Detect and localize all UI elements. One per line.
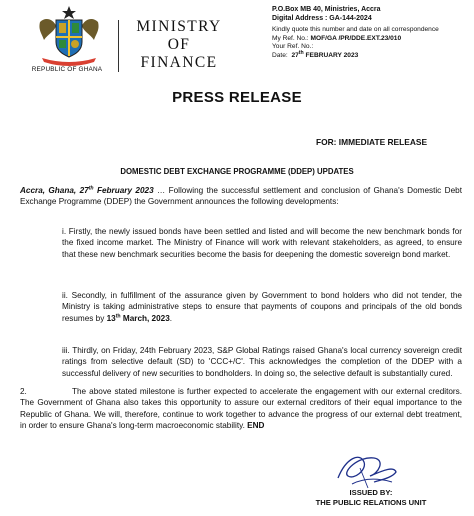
closing-text: The above stated milestone is further expected to accelerate the engagement with our external creditors. The Government of Ghana also takes this opportunity to assure our external creditors of their equal importance to the Republic of Ghana. We will, therefore, continue to work together to advance the progress of our external debt treatment, in order to ensure Ghana's long-term macroeconomic stability. [20, 387, 462, 431]
dateline [20, 186, 154, 195]
subject-heading: DOMESTIC DEBT EXCHANGE PROGRAMME (DDEP) UPDATES [120, 167, 354, 176]
dateline-text: Accra, Ghana, 27 [20, 186, 89, 195]
digital-address: Digital Address : GA-144-2024 [272, 14, 372, 22]
dateline-sup: th [88, 185, 94, 192]
date-day: 27 [291, 51, 299, 59]
dateline-end: February 2023 [93, 186, 154, 195]
item-iii: iii. Thirdly, on Friday, 24th February 2023, S&P Global Ratings raised Ghana's local currency sovereign credit ratings from selective default (SD) to 'CCC+/C'. This acknowledges the completion of the DDEP with a successful delivery of new securities to bondholders. In doing so, the selective default is substantially cured. [62, 346, 462, 378]
country-label: REPUBLIC OF GHANA [31, 66, 103, 73]
item-i: i. Firstly, the newly issued bonds have been settled and listed and will become the new benchmark bonds for the fixed income market. The Ministry of Finance will work with relevant stakeholders, as agreed, to ensure that these new benchmark securities become the basis for deepening the domestic sovereign bond market. [62, 227, 462, 259]
contact-block [272, 6, 468, 61]
issued-by-block [276, 488, 466, 507]
press-release-title: PRESS RELEASE [172, 89, 302, 106]
letterhead-divider [118, 20, 119, 72]
my-ref-value: MOF/GA /PR/DDE.EXT.23/010 [310, 34, 402, 42]
ministry-name [124, 18, 234, 72]
item-ii-date-sup: th [115, 313, 121, 320]
coat-of-arms-icon [32, 4, 106, 66]
ministry-line-3: FINANCE [140, 54, 218, 71]
item-ii-date [106, 313, 173, 323]
date-line [272, 49, 468, 61]
date-value [291, 49, 359, 59]
item-ii-date-day: 13 [106, 313, 116, 323]
issuing-unit: THE PUBLIC RELATIONS UNIT [315, 497, 427, 507]
date-suffix: th [298, 49, 304, 56]
end-marker: END [247, 421, 265, 431]
intro-paragraph [20, 185, 462, 208]
ministry-line-1: MINISTRY [136, 18, 222, 35]
signature-icon [334, 448, 400, 492]
closing-number: 2. [20, 387, 27, 396]
ministry-line-2: OF [167, 36, 191, 53]
my-ref-label: My Ref. No.: [272, 34, 309, 42]
quote-note: Kindly quote this number and date on all correspondence [272, 26, 439, 34]
item-ii-end: . [169, 313, 173, 323]
po-box: P.O.Box MB 40, Ministries, Accra [272, 6, 381, 13]
item-ii-date-end: March, 2023 [120, 313, 170, 323]
issued-by-label: ISSUED BY: [349, 488, 393, 497]
item-ii [62, 290, 462, 324]
date-rest: FEBRUARY 2023 [303, 51, 359, 59]
your-ref-label: Your Ref. No.: [272, 43, 314, 51]
immediate-release-label: FOR: IMMEDIATE RELEASE [316, 137, 428, 147]
intro-text: … Following the successful settlement and conclusion of Ghana's Domestic Debt Exchange Programme (DDEP) the Government announces the following developments: [20, 186, 462, 207]
date-label: Date: [272, 51, 288, 59]
item-ii-text: ii. Secondly, in fulfillment of the assurance given by Government to bond holders who did not tender, the Ministry is taking administrative steps to ensure that payments of coupons and principals of the old bonds resumes by [62, 291, 462, 323]
closing-paragraph [20, 386, 462, 432]
my-ref [272, 35, 468, 44]
